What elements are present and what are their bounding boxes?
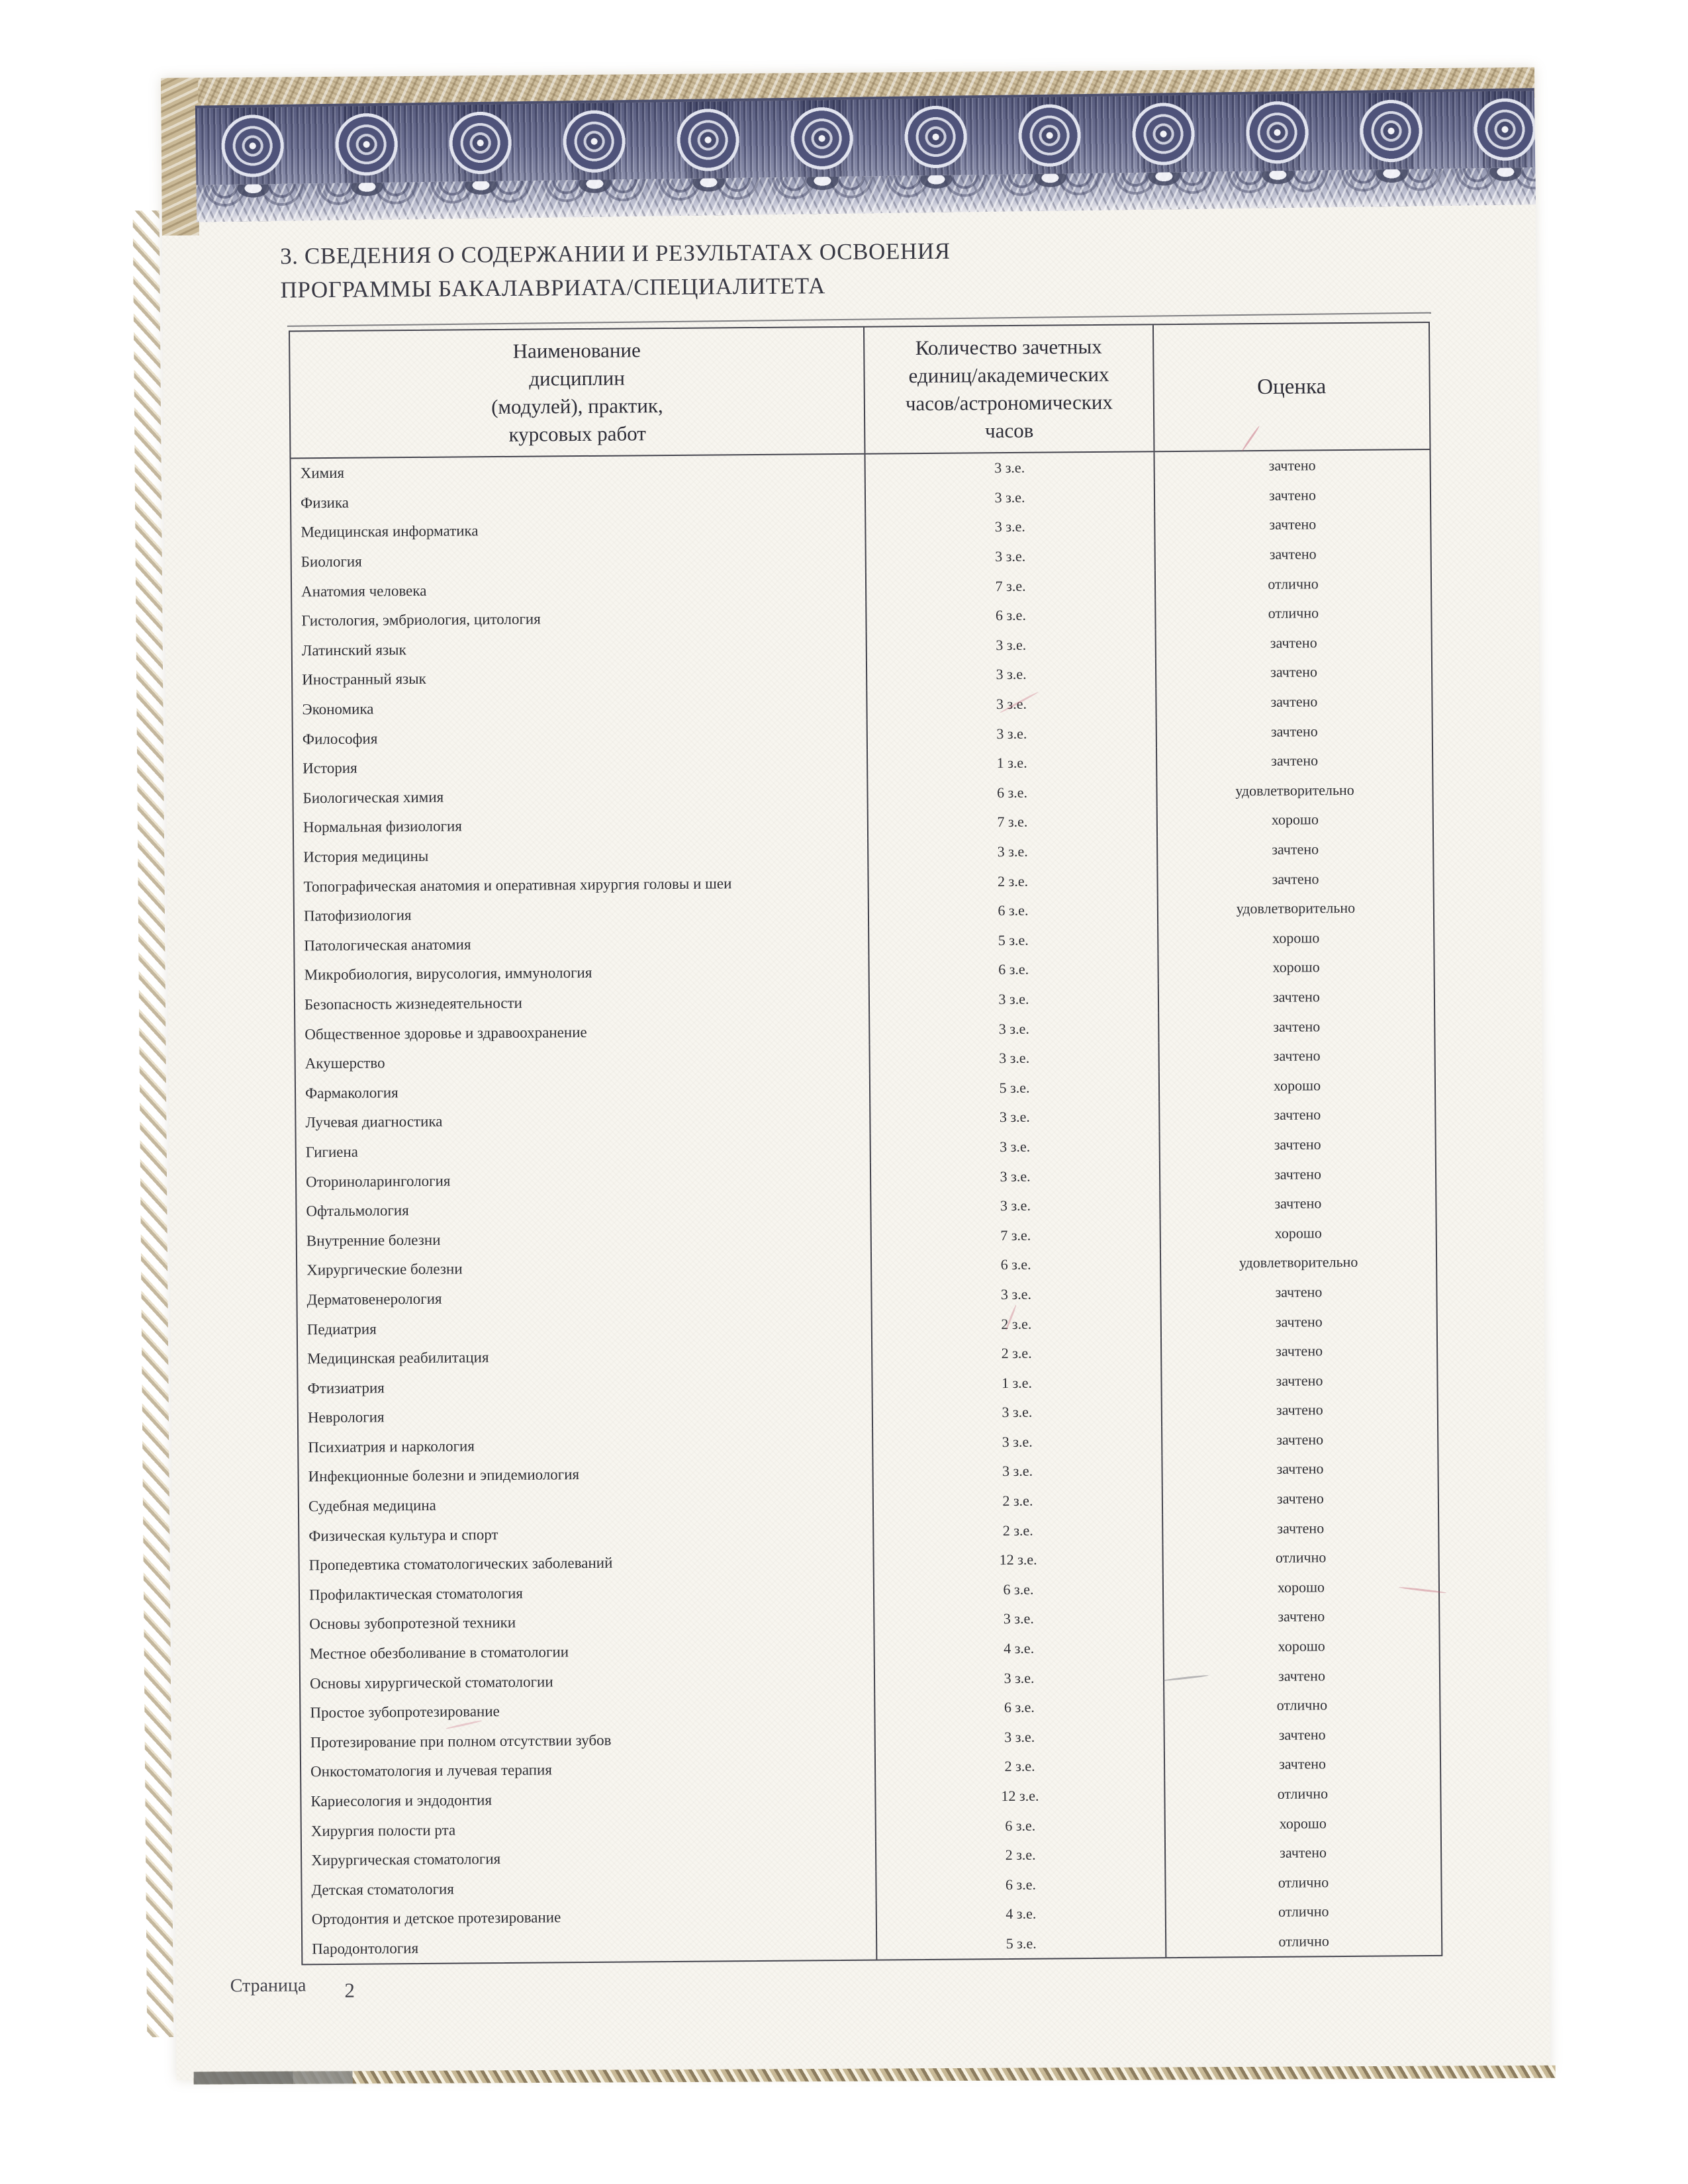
discipline-name: История — [303, 759, 357, 777]
page-footer — [230, 1975, 355, 2003]
grade-value: зачтено — [1164, 1719, 1440, 1751]
grade-value: зачтено — [1156, 715, 1432, 747]
grade-value: зачтено — [1163, 1660, 1439, 1692]
credits-value: 3 з.е. — [866, 688, 1155, 720]
credits-value: 2 з.е. — [871, 1308, 1160, 1340]
discipline-name: Онкостоматология и лучевая терапия — [310, 1761, 552, 1780]
binding-stitch-edge — [133, 210, 174, 2037]
discipline-name: Лучевая диагностика — [305, 1113, 443, 1131]
grade-value: зачтено — [1164, 1837, 1440, 1869]
grade-value: отлично — [1164, 1866, 1440, 1898]
credits-value: 6 з.е. — [865, 600, 1154, 631]
credits-value: 3 з.е. — [868, 983, 1158, 1015]
grade-value: зачтено — [1164, 1749, 1440, 1780]
credits-value: 4 з.е. — [876, 1898, 1165, 1930]
grade-value: хорошо — [1157, 952, 1433, 983]
discipline-name: Местное обезболивание в стоматологии — [309, 1643, 569, 1662]
credits-value: 3 з.е. — [872, 1396, 1161, 1428]
discipline-name: Педиатрия — [306, 1320, 377, 1338]
grade-value: хорошо — [1162, 1571, 1438, 1603]
discipline-name: Пропедевтика стоматологических заболеваний — [308, 1554, 613, 1574]
credits-value: 3 з.е. — [869, 1101, 1158, 1133]
discipline-name: Инфекционные болезни и эпидемиология — [308, 1466, 580, 1485]
grade-value: зачтено — [1159, 1129, 1435, 1161]
guilloche-security-band — [195, 88, 1536, 219]
discipline-name: Общественное здоровье и здравоохранение — [305, 1023, 587, 1042]
credits-value: 3 з.е. — [870, 1160, 1159, 1192]
credits-value: 5 з.е. — [868, 925, 1157, 956]
discipline-name: Профилактическая стоматология — [308, 1584, 524, 1604]
credits-value: 3 з.е. — [865, 511, 1154, 543]
discipline-name: Судебная медицина — [308, 1496, 436, 1515]
discipline-name: Хирургия полости рта — [310, 1821, 456, 1839]
credits-value: 3 з.е. — [874, 1662, 1163, 1694]
discipline-name: Протезирование при полном отсутствии зубов — [310, 1731, 612, 1751]
credits-value: 3 з.е. — [866, 629, 1155, 661]
discipline-name: Ортодонтия и детское протезирование — [311, 1909, 561, 1928]
credits-value: 3 з.е. — [870, 1279, 1160, 1310]
rope-bottom-edge — [194, 2066, 1556, 2085]
grade-value: зачтено — [1160, 1277, 1436, 1308]
credits-value: 6 з.е. — [875, 1869, 1164, 1901]
discipline-name: Дерматовенерология — [306, 1290, 442, 1308]
discipline-name: Химия — [300, 465, 345, 482]
credits-value: 2 з.е. — [875, 1839, 1164, 1871]
credits-value: 3 з.е. — [872, 1426, 1161, 1458]
discipline-name: Основы зубопротезной техники — [309, 1614, 516, 1633]
header-grade: Оценка — [1152, 323, 1429, 451]
credits-value: 3 з.е. — [867, 836, 1156, 868]
discipline-name: Патологическая анатомия — [304, 936, 471, 954]
grade-value: зачтено — [1158, 1099, 1434, 1131]
discipline-name: Гистология, эмбриология, цитология — [301, 610, 541, 629]
grade-value: зачтено — [1161, 1453, 1437, 1485]
page-footer-number: 2 — [344, 1978, 355, 2002]
grade-value: зачтено — [1153, 450, 1429, 482]
grade-value: зачтено — [1160, 1306, 1436, 1338]
grade-value: зачтено — [1155, 627, 1431, 659]
section-title — [280, 232, 1274, 307]
discipline-name: Физическая культура и спорт — [308, 1525, 498, 1544]
discipline-name: Психиатрия и наркология — [308, 1437, 475, 1456]
discipline-name: Физика — [300, 494, 350, 512]
credits-value: 3 з.е. — [870, 1190, 1159, 1222]
credits-value: 6 з.е. — [867, 777, 1156, 809]
discipline-name: Кариесология и эндодонтия — [310, 1792, 492, 1810]
discipline-name: Фармакология — [305, 1083, 399, 1102]
discipline-name: Топографическая анатомия и оперативная хирургия головы и шеи — [303, 874, 732, 895]
grade-value: зачтено — [1154, 539, 1430, 570]
grade-value: зачтено — [1162, 1601, 1438, 1633]
grade-value: хорошо — [1157, 922, 1433, 954]
credits-value: 2 з.е. — [872, 1485, 1162, 1517]
credits-value: 3 з.е. — [874, 1721, 1164, 1753]
grade-value: зачтено — [1160, 1365, 1436, 1396]
diploma-supplement-page — [161, 68, 1550, 2080]
credits-value: 6 з.е. — [875, 1809, 1164, 1841]
discipline-name: Безопасность жизнедеятельности — [304, 994, 523, 1013]
discipline-name: Иностранный язык — [302, 670, 426, 688]
header-discipline: Наименование дисциплин (модулей), практик, курсовых работ — [491, 338, 663, 446]
woven-edge-left — [161, 78, 199, 236]
discipline-name: Нормальная физиология — [303, 817, 462, 836]
credits-value: 1 з.е. — [867, 747, 1156, 779]
discipline-name: Внутренние болезни — [306, 1231, 441, 1250]
credits-value: 3 з.е. — [867, 718, 1156, 750]
discipline-name: Гигиена — [305, 1143, 359, 1161]
discipline-name: Неврология — [307, 1408, 385, 1426]
credits-value: 5 з.е. — [876, 1928, 1165, 1960]
discipline-name: Медицинская реабилитация — [307, 1349, 489, 1367]
credits-value: 6 з.е. — [868, 895, 1157, 927]
credits-value: 3 з.е. — [869, 1042, 1158, 1074]
grade-value: удовлетворительно — [1156, 774, 1432, 806]
discipline-name: Философия — [302, 730, 378, 747]
discipline-name: Медицинская информатика — [301, 522, 479, 541]
discipline-name: Латинский язык — [301, 641, 406, 659]
grade-value: зачтено — [1158, 1040, 1434, 1072]
grade-value: хорошо — [1156, 804, 1432, 836]
credits-value: 7 з.е. — [870, 1220, 1160, 1251]
grade-value: зачтено — [1158, 981, 1434, 1013]
grade-value: хорошо — [1160, 1217, 1436, 1249]
grade-value: удовлетворительно — [1157, 893, 1433, 925]
grades-table — [289, 322, 1442, 1966]
grade-value: отлично — [1162, 1542, 1438, 1574]
credits-value: 3 з.е. — [870, 1131, 1159, 1163]
credits-value: 6 з.е. — [874, 1692, 1163, 1723]
grade-value: отлично — [1154, 598, 1430, 629]
grade-value: зачтено — [1158, 1011, 1434, 1042]
credits-value: 2 з.е. — [867, 866, 1156, 897]
table-body — [291, 450, 1442, 1964]
grade-value: зачтено — [1162, 1512, 1438, 1544]
grade-value: отлично — [1163, 1690, 1439, 1721]
credits-value: 3 з.е. — [873, 1603, 1162, 1635]
grade-value: отлично — [1165, 1926, 1441, 1958]
credits-value: 6 з.е. — [870, 1249, 1160, 1281]
grade-value: отлично — [1164, 1778, 1440, 1810]
grade-value: зачтено — [1156, 834, 1432, 866]
grade-value: зачтено — [1160, 1336, 1436, 1367]
discipline-name: Хирургическая стоматология — [311, 1850, 501, 1869]
grade-value: зачтено — [1155, 657, 1431, 688]
credits-value: 3 з.е. — [868, 1013, 1158, 1044]
discipline-name: Биология — [301, 553, 362, 570]
credits-value: 3 з.е. — [865, 482, 1154, 514]
section-title-line2: ПРОГРАММЫ БАКАЛАВРИАТА/СПЕЦИАЛИТЕТА — [280, 272, 826, 303]
grade-value: зачтено — [1156, 745, 1432, 777]
discipline-name: Экономика — [302, 700, 374, 718]
grade-value: хорошо — [1158, 1069, 1434, 1101]
discipline-name: Офтальмология — [306, 1202, 409, 1220]
credits-value: 6 з.е. — [868, 954, 1157, 985]
discipline-name: Оториноларингология — [306, 1172, 451, 1190]
discipline-name: История медицины — [303, 847, 429, 866]
grade-value: отлично — [1165, 1896, 1441, 1928]
credits-value: 12 з.е. — [872, 1544, 1162, 1576]
discipline-name: Биологическая химия — [303, 788, 444, 807]
discipline-name: Патофизиология — [303, 907, 412, 925]
page-footer-label: Страница — [230, 1975, 306, 1997]
discipline-name: Фтизиатрия — [307, 1379, 385, 1397]
discipline-name: Хирургические болезни — [306, 1260, 463, 1279]
credits-value: 3 з.е. — [864, 452, 1153, 484]
section-title-line1: 3. СВЕДЕНИЯ О СОДЕРЖАНИИ И РЕЗУЛЬТАТАХ ОСВОЕНИЯ — [279, 238, 951, 269]
grades-table-header — [290, 323, 1429, 459]
discipline-name: Основы хирургической стоматологии — [309, 1673, 553, 1692]
grade-value: зачтено — [1162, 1483, 1438, 1515]
discipline-name: Анатомия человека — [301, 582, 427, 600]
credits-value: 2 з.е. — [874, 1751, 1164, 1782]
grade-value: зачтено — [1159, 1188, 1435, 1220]
grade-value: отлично — [1154, 568, 1430, 600]
discipline-name: Детская стоматология — [311, 1880, 454, 1899]
grade-value: хорошо — [1162, 1631, 1438, 1662]
credits-value: 1 з.е. — [871, 1367, 1160, 1399]
credits-value: 7 з.е. — [867, 806, 1156, 838]
credits-value: 5 з.е. — [869, 1072, 1158, 1104]
header-credits: Количество зачетных единиц/академических часов/астрономических часов — [863, 325, 1153, 453]
credits-value: 3 з.е. — [872, 1455, 1161, 1487]
credits-value: 6 з.е. — [873, 1574, 1162, 1606]
discipline-name: Акушерство — [305, 1054, 385, 1072]
credits-value: 2 з.е. — [871, 1338, 1160, 1369]
grade-value: зачтено — [1159, 1158, 1435, 1190]
discipline-name: Простое зубопротезирование — [310, 1703, 500, 1721]
discipline-name: Микробиология, вирусология, иммунология — [304, 964, 592, 983]
grade-value: зачтено — [1156, 863, 1432, 895]
credits-value: 3 з.е. — [866, 659, 1155, 690]
grade-value: хорошо — [1164, 1807, 1440, 1839]
grade-value: зачтено — [1154, 480, 1430, 512]
grade-value: зачтено — [1161, 1394, 1437, 1426]
grade-value: зачтено — [1155, 686, 1431, 718]
grade-value: удовлетворительно — [1160, 1247, 1436, 1279]
grade-value: зачтено — [1161, 1424, 1437, 1456]
credits-value: 7 з.е. — [865, 570, 1154, 602]
discipline-name: Пародонтология — [312, 1940, 419, 1958]
credits-value: 2 з.е. — [872, 1515, 1162, 1547]
grade-value: зачтено — [1154, 509, 1430, 541]
credits-value: 4 з.е. — [874, 1633, 1163, 1664]
credits-value: 3 з.е. — [865, 541, 1154, 572]
credits-value: 12 з.е. — [874, 1780, 1164, 1812]
